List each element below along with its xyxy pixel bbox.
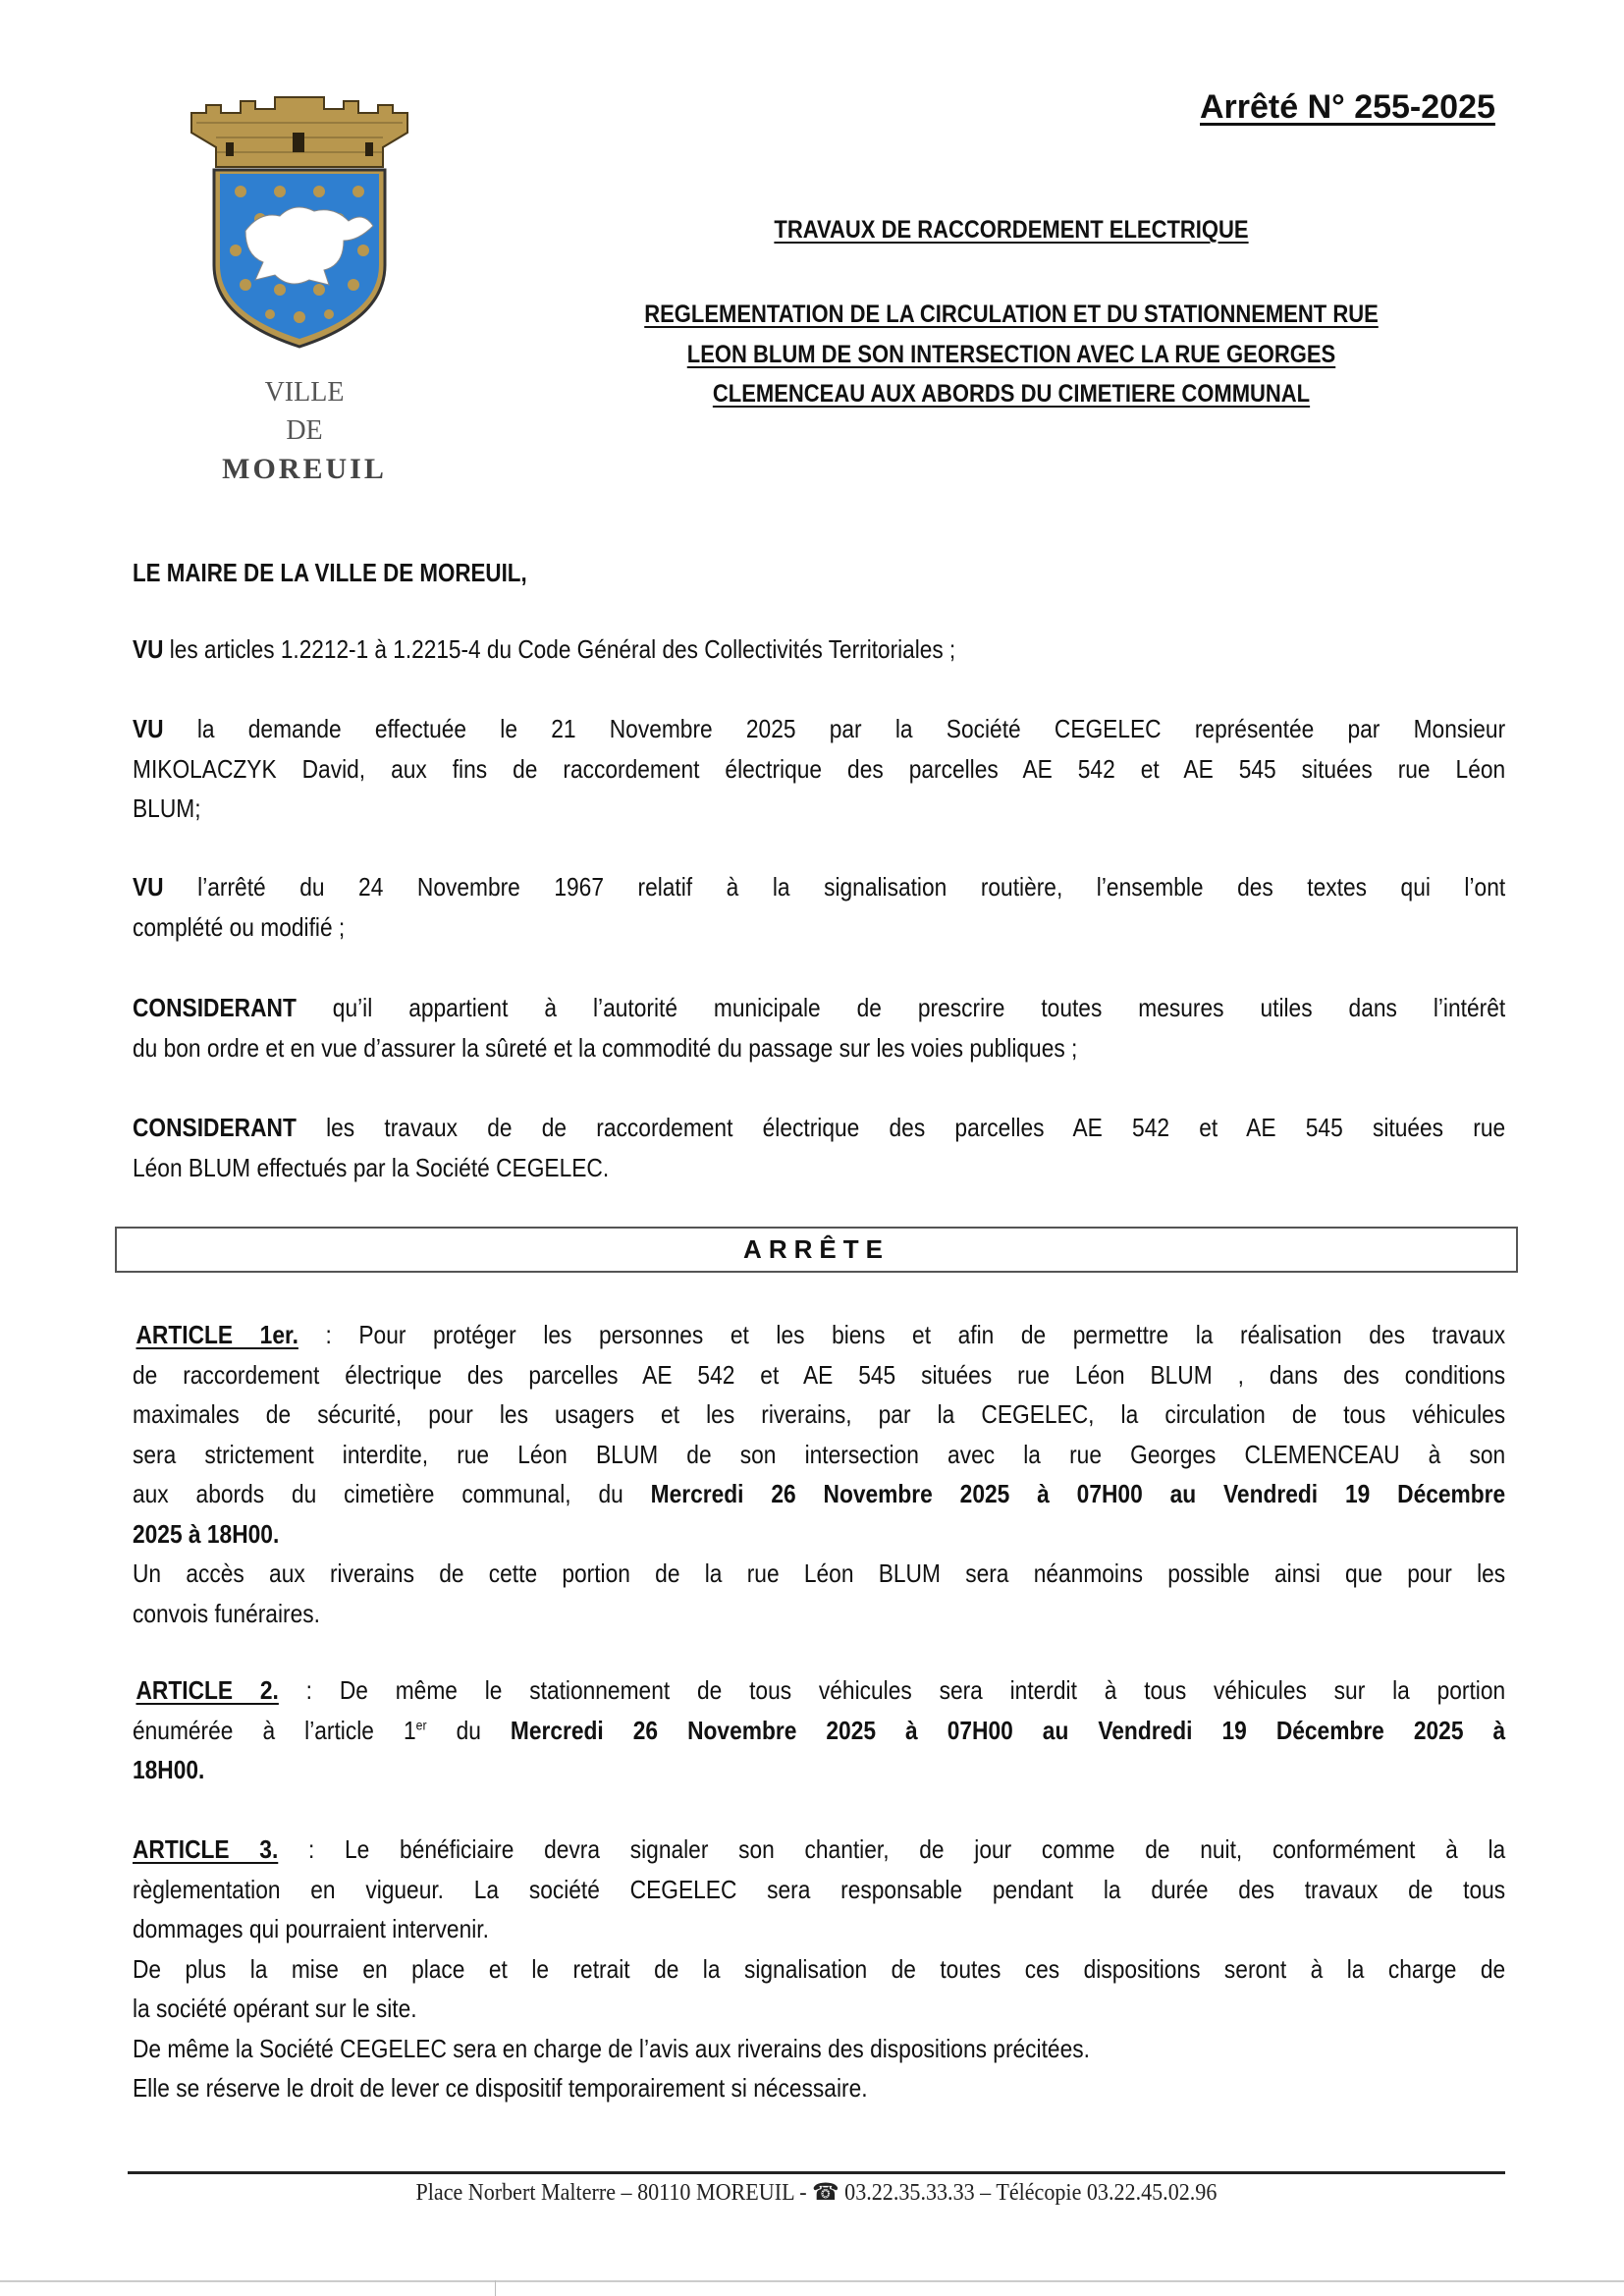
vu-3 (133, 867, 1505, 947)
article-text: maximales de sécurité, pour les usagers et les riverains, par la CEGELEC, la circulation de tous véhicules (133, 1399, 1506, 1429)
title-sub-line: LEON BLUM DE SON INTERSECTION AVEC LA RUE GEORGES (686, 340, 1336, 368)
title-sub-line: CLEMENCEAU AUX ABORDS DU CIMETIERE COMMUNAL (712, 380, 1311, 408)
footer-divider (128, 2171, 1505, 2174)
vu-1 (133, 629, 1505, 670)
page-edge-tick (495, 2280, 496, 2296)
fax-number: – Télécopie 03.22.45.02.96 (974, 2180, 1218, 2206)
vu-text: les articles 1.2212-1 à 1.2215-4 du Code Général des Collectivités Territoriales ; (163, 634, 956, 664)
town-name (157, 373, 452, 488)
town-line-2: DE (286, 415, 323, 446)
article-dates: 2025 à 18H00. (133, 1518, 280, 1549)
article-text: convois funéraires. (133, 1598, 320, 1628)
article-label: ARTICLE 2. (135, 1675, 279, 1705)
telephone-icon: ☎ (812, 2180, 839, 2206)
article-text: aux abords du cimetière communal, du (133, 1479, 651, 1508)
article-text: de raccordement électrique des parcelles AE 542 et AE 545 situées rue Léon BLUM , dans des conditions (133, 1359, 1506, 1390)
vu-text: MIKOLACZYK David, aux fins de raccordement électrique des parcelles AE 542 et AE 545 situées rue Léon (133, 753, 1506, 784)
article-2 (133, 1670, 1505, 1790)
superscript: er (415, 1716, 427, 1732)
article-text: Un accès aux riverains de cette portion de la rue Léon BLUM sera néanmoins possible ainsi que pour les (133, 1558, 1506, 1588)
article-text: dommages qui pourraient intervenir. (133, 1914, 489, 1943)
considerant-lead: CONSIDERANT (133, 993, 297, 1022)
title-sub (570, 295, 1452, 414)
vu-lead: VU (133, 634, 164, 664)
article-text: énumérée à l’article 1 (133, 1715, 416, 1745)
article-text: sera strictement interdite, rue Léon BLUM de son intersection avec la rue Georges CLEMENCEAU à son (133, 1439, 1506, 1469)
considerant-1 (133, 988, 1505, 1067)
arrete-number: Arrêté N° 255-2025 (1200, 88, 1495, 126)
footer-address (128, 2178, 1505, 2207)
vu-2 (133, 709, 1505, 829)
vu-text: la demande effectuée le 21 Novembre 2025 par la Société CEGELEC représentée par Monsieur (163, 714, 1506, 743)
phone-number: 03.22.35.33.33 (839, 2180, 975, 2206)
title-main: TRAVAUX DE RACCORDEMENT ELECTRIQUE (774, 216, 1249, 244)
town-line-3: MOREUIL (222, 453, 387, 485)
town-line-1: VILLE (264, 377, 345, 408)
vu-lead: VU (133, 714, 164, 743)
vu-text: l’arrêté du 24 Novembre 1967 relatif à la signalisation routière, l’ensemble des textes qui l’ont (163, 872, 1506, 902)
article-text: du (426, 1715, 511, 1745)
page-edge-line (0, 2280, 1624, 2282)
arrete-heading: ARRÊTE (743, 1234, 890, 1264)
vu-text: BLUM; (133, 793, 201, 823)
article-1 (133, 1315, 1505, 1633)
article-text: règlementation en vigueur. La société CEGELEC sera responsable pendant la durée des travaux de tous (133, 1874, 1506, 1904)
coat-of-arms-icon (187, 93, 412, 349)
article-text: : De même le stationnement de tous véhicules sera interdit à tous véhicules sur la portion (278, 1675, 1506, 1705)
article-text: la société opérant sur le site. (133, 1994, 417, 2023)
article-text: De même la Société CEGELEC sera en charge de l’avis aux riverains des dispositions précitées. (133, 2033, 1090, 2063)
article-text: : Pour protéger les personnes et les biens et afin de permettre la réalisation des travaux (298, 1320, 1506, 1349)
considerant-lead: CONSIDERANT (133, 1113, 297, 1142)
title-sub-line: REGLEMENTATION DE LA CIRCULATION ET DU STATIONNEMENT RUE (644, 301, 1379, 328)
article-text: : Le bénéficiaire devra signaler son chantier, de jour comme de nuit, conformément à la (278, 1834, 1506, 1864)
article-label: ARTICLE 3. (133, 1834, 279, 1864)
considerant-2 (133, 1108, 1505, 1187)
considerant-text: Léon BLUM effectués par la Société CEGELEC. (133, 1152, 610, 1182)
maire-text: LE MAIRE DE LA VILLE DE MOREUIL, (133, 558, 527, 587)
article-dates: 18H00. (133, 1755, 205, 1784)
article-3 (133, 1830, 1505, 2108)
article-dates: Mercredi 26 Novembre 2025 à 07H00 au Vendredi 19 Décembre 2025 à (510, 1715, 1506, 1745)
considerant-text: les travaux de de raccordement électrique des parcelles AE 542 et AE 545 situées rue (296, 1113, 1506, 1142)
article-text: De plus la mise en place et le retrait de la signalisation de toutes ces dispositions seront à la charge de (133, 1953, 1506, 1984)
maire-heading (133, 553, 1505, 593)
vu-text: complété ou modifié ; (133, 911, 346, 942)
arrete-heading-box (115, 1227, 1518, 1273)
address-text: Place Norbert Malterre – 80110 MOREUIL - (415, 2180, 813, 2206)
considerant-text: du bon ordre et en vue d’assurer la sûreté et la commodité du passage sur les voies publiques ; (133, 1032, 1078, 1063)
article-label: ARTICLE 1er. (135, 1320, 298, 1349)
article-text: Elle se réserve le droit de lever ce dispositif temporairement si nécessaire. (133, 2073, 868, 2103)
vu-lead: VU (133, 872, 164, 902)
considerant-text: qu’il appartient à l’autorité municipale de prescrire toutes mesures utiles dans l’intérêt (296, 993, 1506, 1022)
article-dates: Mercredi 26 Novembre 2025 à 07H00 au Vendredi 19 Décembre (650, 1479, 1506, 1508)
